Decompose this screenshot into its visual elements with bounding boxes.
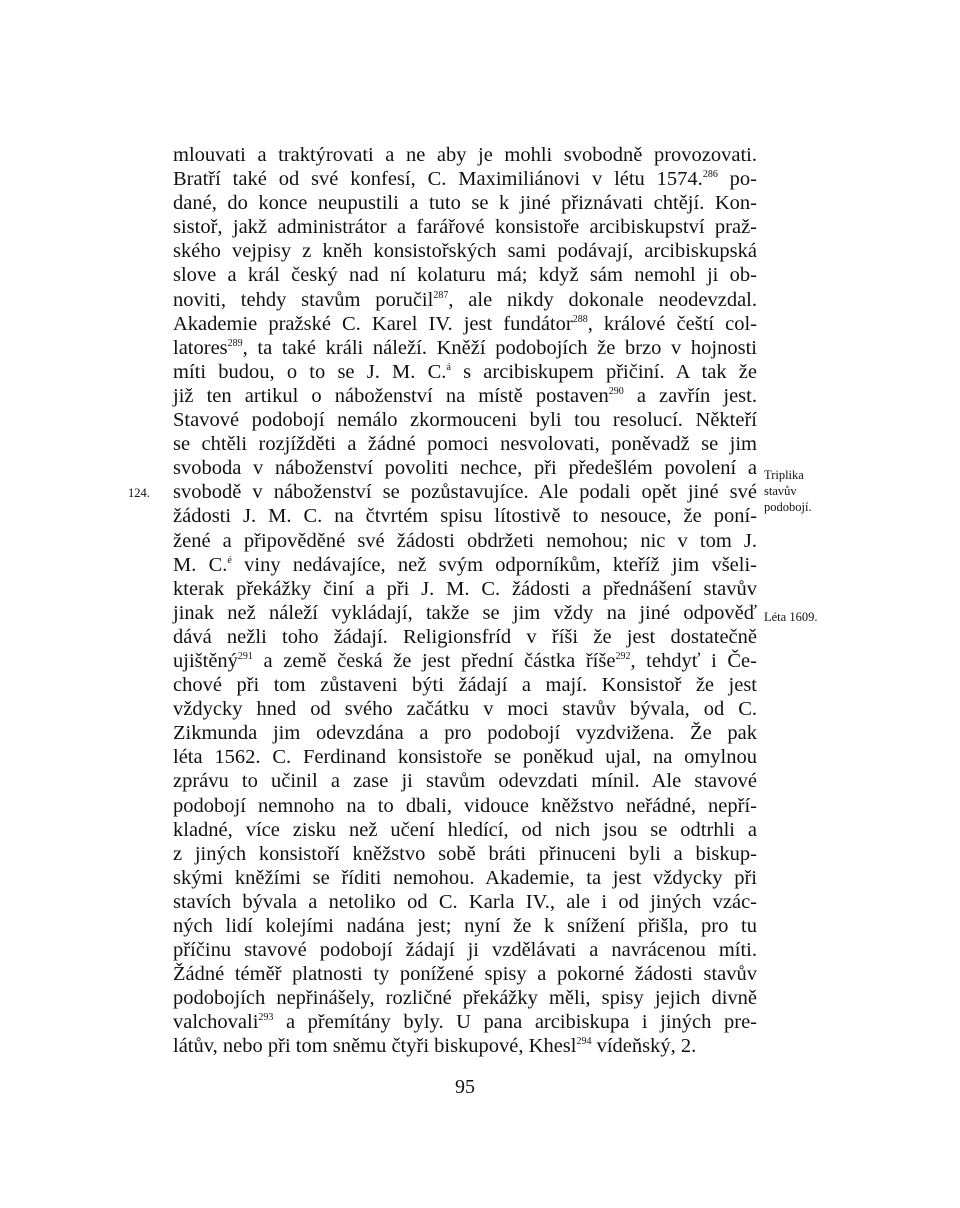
text-run: slove a král český nad ní kolaturu má; když sám nemohl ji ob-: [173, 264, 757, 287]
text-line: [173, 866, 757, 890]
text-line: [173, 215, 757, 239]
text-run: stavích bývala a netoliko od C. Karla IV., ale i od jiných vzác-: [173, 890, 757, 913]
text-line: [173, 408, 757, 432]
text-run: latores: [173, 336, 228, 359]
text-line: [173, 721, 757, 745]
text-line: [173, 938, 757, 962]
text-line: [173, 697, 757, 721]
margin-note-triplika: [764, 467, 812, 515]
text-run: kladné, více zisku než učení hledící, od nich jsou se odtrhli a: [173, 818, 757, 841]
text-line: [173, 360, 757, 384]
text-run: valchovali: [173, 1011, 259, 1034]
text-line: [173, 191, 757, 215]
text-line: [173, 456, 757, 480]
footnote-mark: 289: [227, 337, 243, 349]
text-line: [173, 745, 757, 769]
footnote-mark: á: [446, 361, 451, 373]
text-line: [173, 601, 757, 625]
text-run: žené a připověděné své žádosti obdržeti nemohou; nic v tom J.: [173, 529, 757, 552]
text-run: podobojí nemnoho na to dbali, vidouce kněžstvo neřádné, nepří-: [173, 794, 757, 817]
text-run: , tehdyť i Če-: [630, 649, 757, 672]
footnote-mark: 287: [433, 289, 449, 301]
text-line: [173, 673, 757, 697]
text-line: [173, 1034, 757, 1058]
text-run: a země česká že jest přední částka říše: [252, 649, 616, 672]
text-line: [173, 962, 757, 986]
text-run: , králové čeští col-: [587, 312, 757, 335]
text-line: [173, 336, 757, 360]
text-run: viny nedávajíce, než svým odporníkům, kteříž jim všeli-: [231, 553, 757, 576]
text-run: mlouvati a traktýrovati a ne aby je mohli svobodně provozovati.: [173, 144, 757, 166]
text-run: látův, nebo při tom sněmu čtyři biskupové, Khesl: [173, 1035, 577, 1058]
text-line: [173, 239, 757, 263]
footnote-mark: é: [227, 554, 232, 566]
text-line: [173, 263, 757, 287]
footnote-mark: 286: [702, 169, 718, 181]
text-run: léta 1562. C. Ferdinand konsistoře se poněkud ujal, na omylnou: [173, 746, 757, 769]
text-line: [173, 529, 757, 553]
text-run: dané, do konce neupustili a tuto se k jiné přiznávati chtějí. Kon-: [173, 192, 757, 215]
text-line: [173, 818, 757, 842]
left-margin-number: 124.: [128, 486, 150, 500]
footnote-mark: 292: [615, 650, 631, 662]
text-line: [173, 625, 757, 649]
text-run: míti budou, o to se J. M. C.: [173, 360, 447, 383]
text-line: [173, 553, 757, 577]
text-line: [173, 288, 757, 312]
text-line: [173, 649, 757, 673]
text-line: [173, 1010, 757, 1034]
text-line: [173, 384, 757, 408]
text-line: [173, 986, 757, 1010]
text-run: , ta také králi náleží. Kněží podobojích že brzo v hojnosti: [242, 336, 757, 359]
text-run: a přemítány byly. U pana arcibiskupa i jiných pre-: [273, 1011, 757, 1034]
text-run: zprávu to učinil a zase ji stavům odevzdati mínil. Ale stavové: [173, 770, 757, 793]
footnote-mark: 290: [608, 385, 624, 397]
text-run: Stavové podobojí nemálo zkormouceni byli tou resolucí. Někteří: [173, 409, 757, 432]
text-run: po-: [717, 168, 758, 191]
text-run: ujištěný: [173, 649, 238, 672]
text-line: [173, 143, 757, 167]
text-run: ných lidí kolejími nadána jest; nyní že k snížení přišla, pro tu: [173, 915, 757, 937]
text-run: žádosti J. M. C. na čtvrtém spisu lítostivě to nesouce, že poní-: [173, 505, 757, 528]
text-run: M. C.: [173, 553, 228, 576]
text-line: [173, 504, 757, 528]
text-run: , ale nikdy dokonale neodevzdal.: [448, 288, 757, 311]
text-run: vždycky hned od svého začátku v moci stavův bývala, od C.: [173, 698, 757, 721]
text-run: dává nežli toho žádají. Religionsfríd v říši že jest dostatečně: [173, 625, 757, 648]
text-run: svobodě v náboženství se pozůstavujíce. Ale podali opět jiné své: [173, 481, 757, 504]
margin-note-line: podobojí.: [764, 500, 812, 514]
text-run: Akademie pražské C. Karel IV. jest fundátor: [173, 312, 573, 335]
text-line: [173, 432, 757, 456]
text-line: [173, 480, 757, 504]
text-run: sistoř, jakž administrátor a farářové konsistoře arcibiskupství praž-: [173, 216, 757, 239]
text-line: [173, 890, 757, 914]
text-line: [173, 842, 757, 866]
margin-note-line: Léta 1609.: [764, 610, 818, 624]
text-run: Bratří také od své konfesí, C. Maximiliánovi v létu 1574.: [173, 168, 703, 191]
text-run: noviti, tehdy stavům poručil: [173, 288, 434, 311]
footnote-mark: 294: [576, 1036, 592, 1048]
text-line: [173, 167, 757, 191]
text-run: Zikmunda jim odevzdána a pro podobojí vyzdvižena. Že pak: [173, 722, 757, 745]
text-run: z jiných konsistoří kněžstvo sobě bráti přinuceni byli a biskup-: [173, 842, 757, 865]
text-run: ského vejpisy z kněh konsistořských sami podávají, arcibiskupská: [173, 240, 757, 263]
margin-note-line: Triplika: [764, 468, 804, 482]
footnote-mark: 288: [572, 313, 588, 325]
text-run: s arcibiskupem přičiní. A tak že: [450, 360, 758, 383]
text-run: kterak překážky činí a při J. M. C. žádosti a přednášení stavův: [173, 577, 757, 600]
text-run: již ten artikul o náboženství na místě postaven: [173, 384, 609, 407]
text-run: příčinu stavové podobojí žádají ji vzdělávati a navrácenou míti.: [173, 939, 757, 962]
text-run: podobojích nepřinášely, rozličné překážky měli, spisy jejich divně: [173, 987, 757, 1010]
footnote-mark: 293: [258, 1012, 274, 1024]
footnote-mark: 291: [237, 650, 253, 662]
text-line: [173, 769, 757, 793]
text-run: vídeňský, 2.: [591, 1035, 697, 1058]
body-text: [173, 143, 757, 1059]
text-run: skými kněžími se říditi nemohou. Akademie, ta jest vždycky při: [173, 866, 757, 889]
text-run: se chtěli rozjížděti a žádné pomoci nesvolovati, poněvadž se jim: [173, 433, 757, 456]
margin-note-line: stavův: [764, 484, 797, 498]
page-number: 95: [455, 1076, 475, 1098]
margin-note-leta: [764, 609, 817, 625]
text-run: svoboda v náboženství povoliti nechce, při předešlém povolení a: [173, 457, 757, 480]
text-line: [173, 914, 757, 938]
text-line: [173, 794, 757, 818]
text-run: jinak než náleží vykládají, takže se jim vždy na jiné odpověď: [173, 601, 757, 624]
text-run: a zavřín jest.: [623, 384, 757, 407]
text-line: [173, 577, 757, 601]
text-run: chové při tom zůstaveni býti žádají a mají. Konsistoř že jest: [173, 674, 757, 697]
text-run: Žádné téměř platnosti ty ponížené spisy a pokorné žádosti stavův: [173, 963, 757, 986]
text-line: [173, 312, 757, 336]
